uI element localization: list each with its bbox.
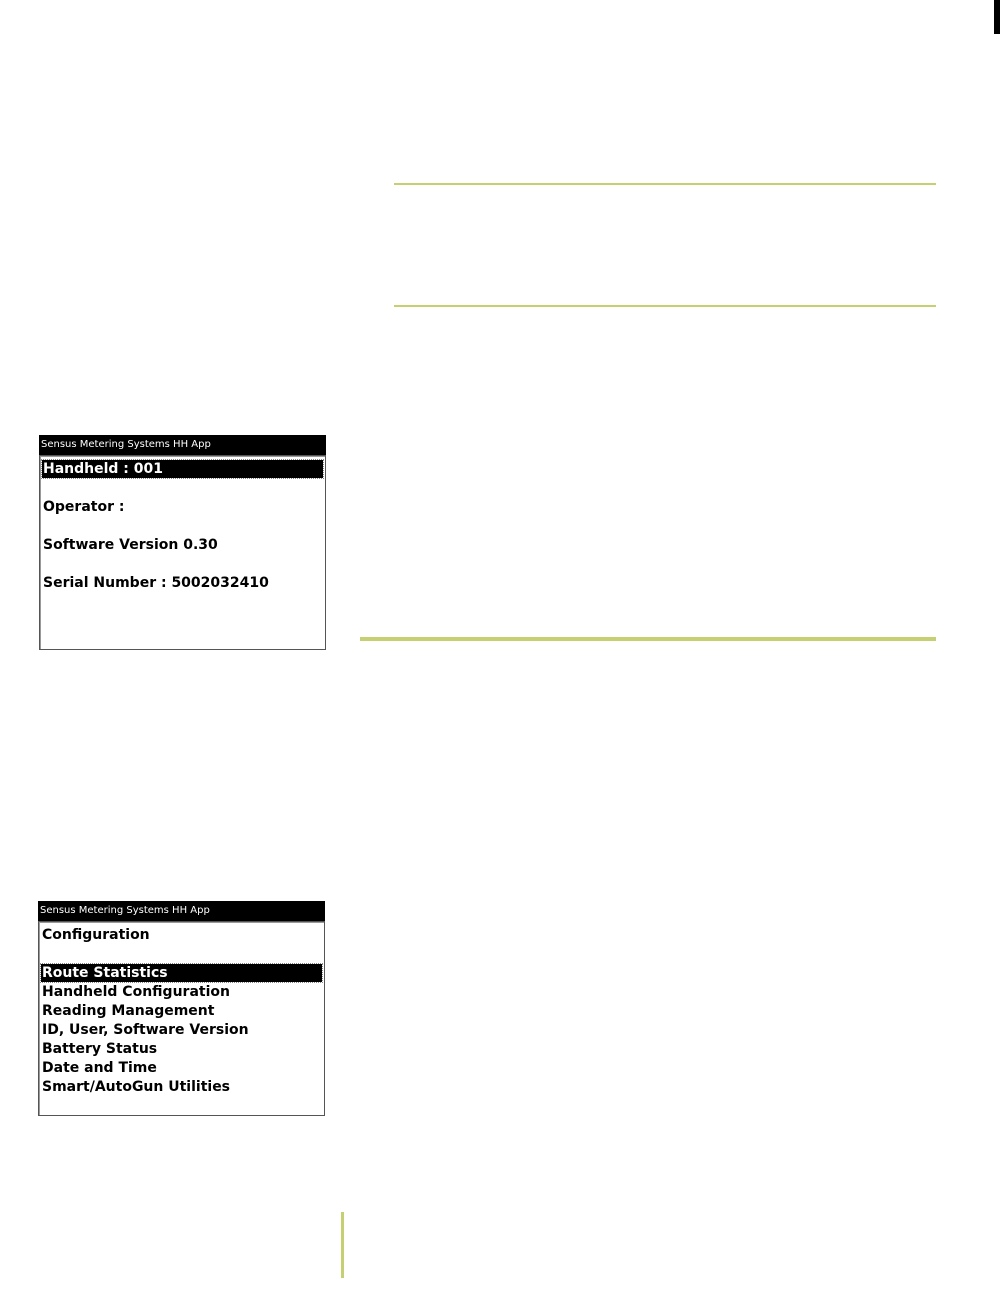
menu-item-smart-autogun-utilities[interactable]: Smart/AutoGun Utilities	[42, 1079, 231, 1095]
menu-item-route-statistics[interactable]: Route Statistics	[41, 964, 322, 982]
operator-row: Operator :	[43, 499, 125, 515]
device-screen	[38, 921, 325, 1116]
serial-number-row: Serial Number : 5002032410	[43, 575, 269, 591]
app-title-bar: Sensus Metering Systems HH App	[38, 901, 325, 921]
menu-item-handheld-configuration[interactable]: Handheld Configuration	[42, 984, 230, 1000]
device-config-screenshot	[38, 901, 325, 1116]
handheld-id-row[interactable]: Handheld : 001	[42, 460, 323, 478]
page-edge-marker	[994, 0, 1000, 34]
menu-item-reading-management[interactable]: Reading Management	[42, 1003, 215, 1019]
vertical-rule	[341, 1212, 344, 1278]
software-version-row: Software Version 0.30	[43, 537, 218, 553]
app-title-bar: Sensus Metering Systems HH App	[39, 435, 326, 455]
menu-item-date-and-time[interactable]: Date and Time	[42, 1060, 157, 1076]
divider-rule-middle	[394, 305, 936, 307]
menu-heading: Configuration	[42, 927, 150, 943]
menu-item-battery-status[interactable]: Battery Status	[42, 1041, 158, 1057]
device-info-screenshot	[39, 435, 326, 650]
divider-rule-top	[394, 183, 936, 185]
menu-item-id-user-software-version[interactable]: ID, User, Software Version	[42, 1022, 249, 1038]
device-screen	[39, 455, 326, 650]
divider-rule-bottom	[360, 637, 936, 641]
